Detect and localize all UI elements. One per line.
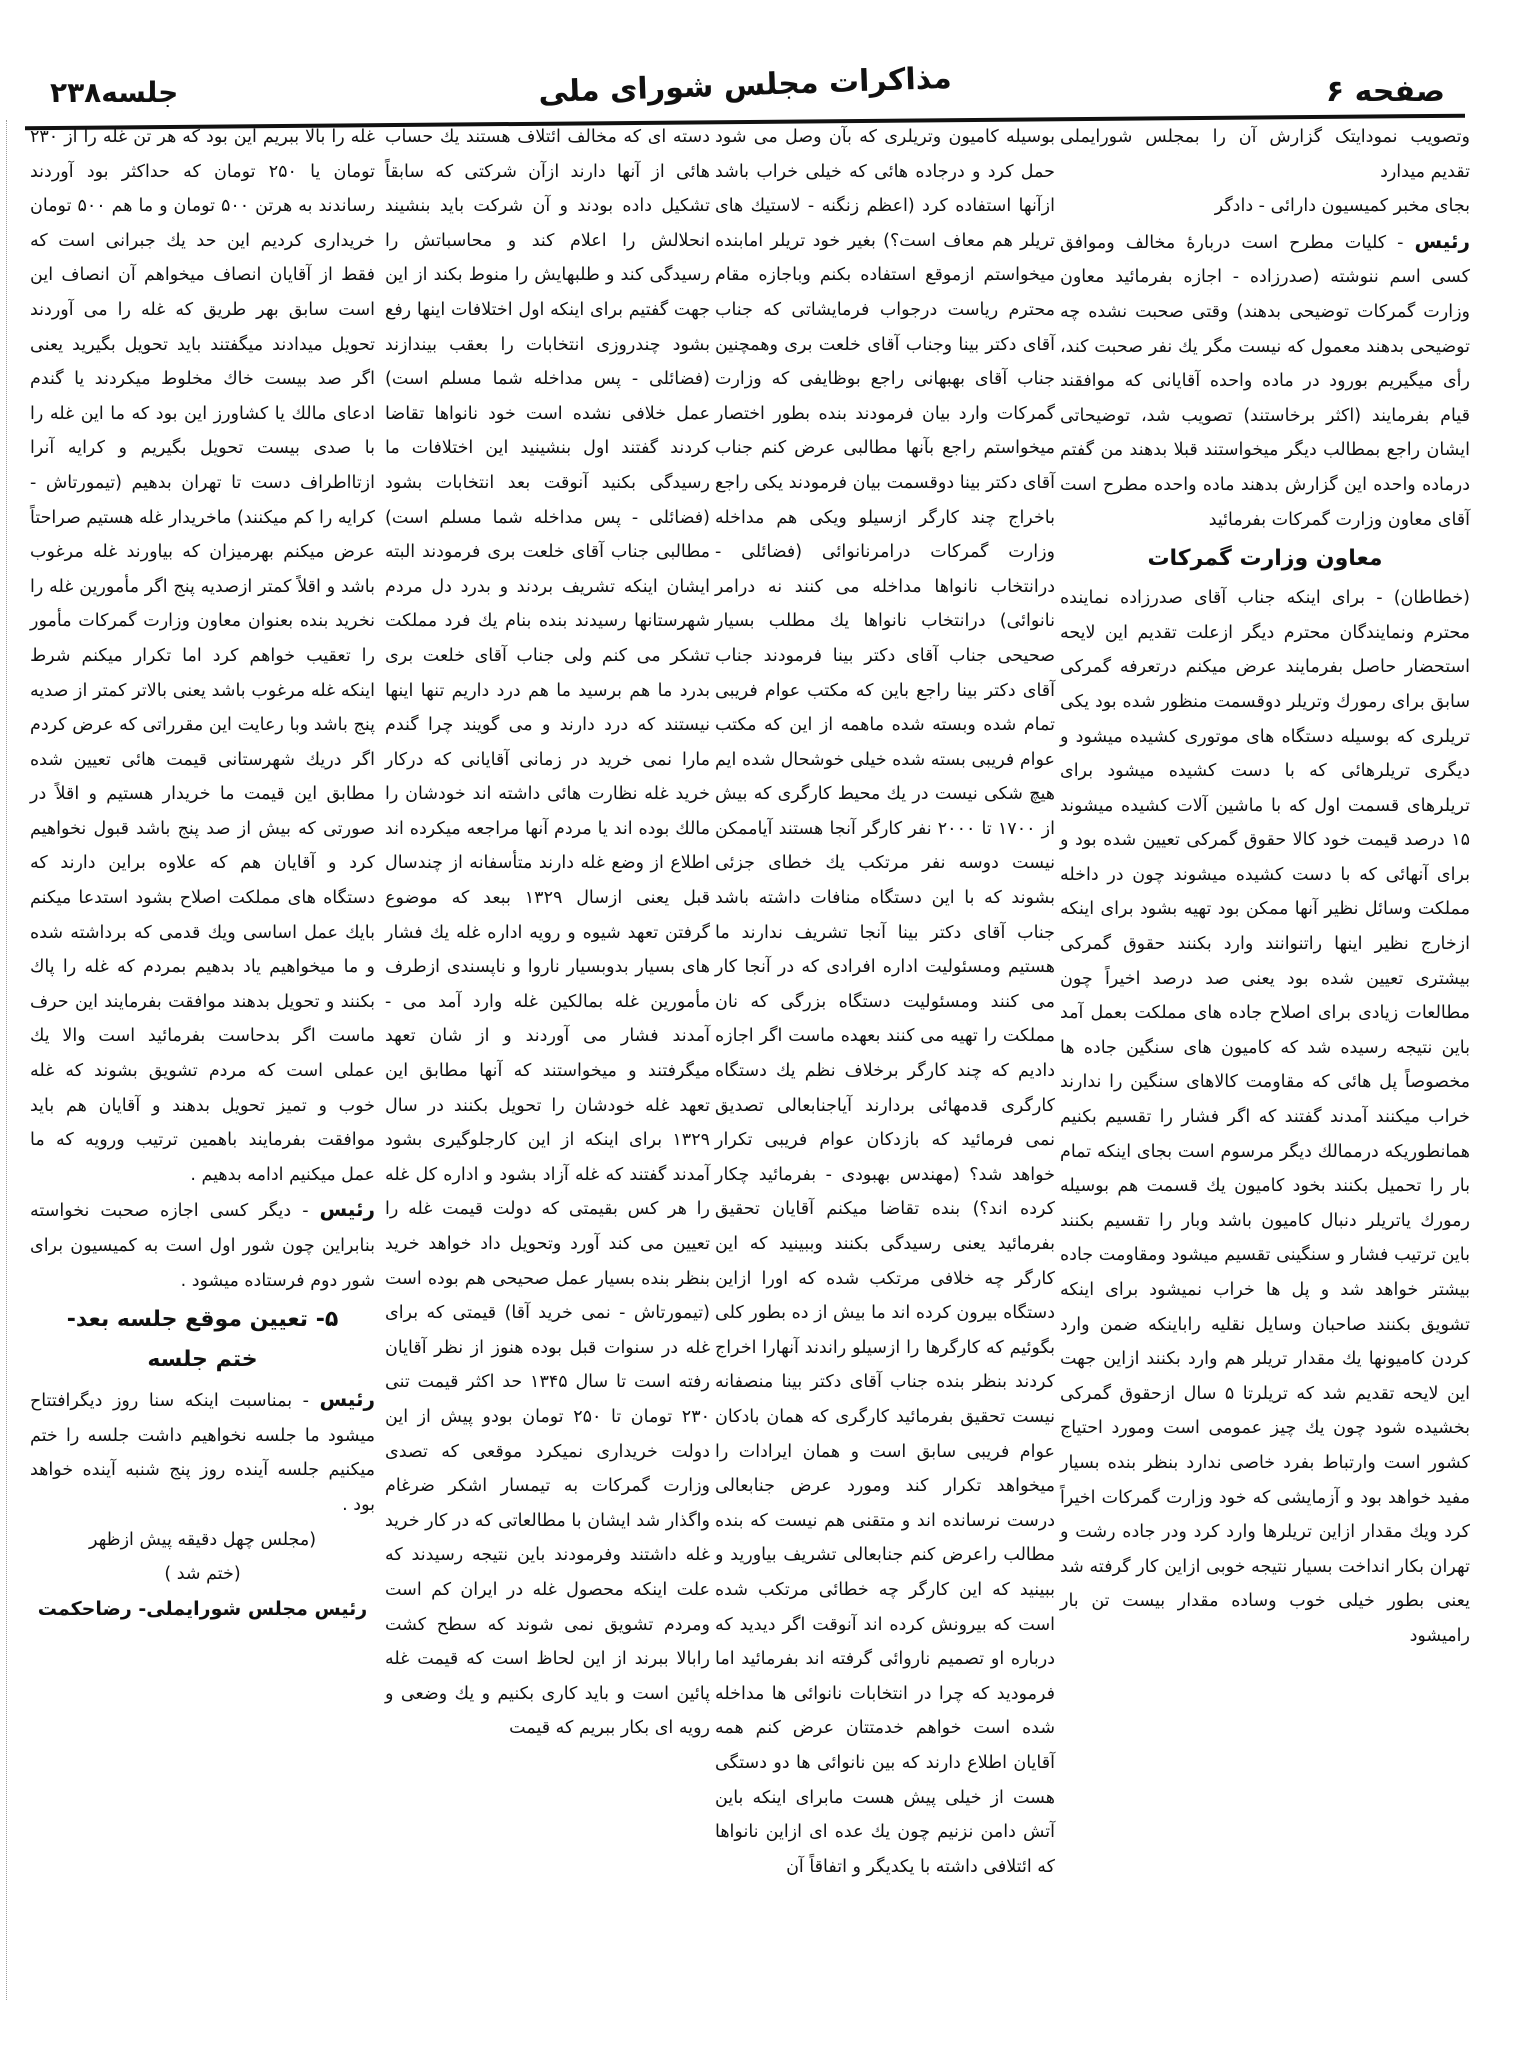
speaker-name: رئیس [319, 1387, 375, 1412]
body-paragraph: (خطاطان) - برای اینکه جناب آقای صدرزاده نماینده محترم ونمایندگان محترم دیگر ازعلت تقدیم این لایحه استحضار حاصل بفرمایند عرض میکنم درتعرفه گمرکی سابق برای رمورك وتریلر دوقسمت منظور شده بود یکی تریلری که بوسیله دستگاه های موتوری کشیده میشود و دیگری تریلرهائی که با دست کشیده میشود برای تریلرهای قسمت اول که با ماشین آلات کشیده میشوند ۱۵ درصد قیمت خود کالا حقوق گمرکی تعیین شده بود و برای آنهائی که با دست کشیده میشوند چون در داخله مملکت وسائل نظیر آنها ممکن بود تهیه بشود برای اینکه ازخارج نظیر اینها راتنوانند وارد بکنند حقوق گمرکی بیشتری تعیین شده بود یعنی صد درصد اخیراً چون مطالعات زیادی برای اصلاح جاده های مملکت بعمل آمد باین نتیجه رسیده شد که کامیون های سنگین جاده ها مخصوصاً پل هائی که مقاومت کالاهای سنگین را ندارند خراب میکنند آمدند گفتند که اگر فشار را تقسیم بکنیم همانطوریکه درممالك دیگر مرسوم است بجای اینکه تمام بار را تحمیل بکنند بخود کامیون یك قسمت هم بوسیله رمورك یاتریلر دنبال کامیون باشد وبار را تقسیم بکنند باین ترتیب فشار و سنگینی تقسیم میشود ومقاومت جاده بیشتر خواهد شد و پل ها خراب نمیشود برای اینکه تشویق بکنند صاحبان وسایل نقلیه راباینکه ضمن وارد کردن کامیونها یك مقدار تریلر هم وارد بکنند ازاین جهت این لایحه تقدیم شد که تریلرتا ۵ سال ازحقوق گمرکی بخشیده شود چون یك چیز عمومی است ومورد احتیاج کشور است وارتباط بفرد خاصی ندارد بنظر بنده بسیار مفید خواهد بود و آزمایشی که خود وزارت گمرکات اخیراً کرد ویك مقدار ازاین تریلرها وارد کرد ودر جاده رشت و تهران بکار انداخت بسیار نتیجه خوبی ازاین کار گرفته شد یعنی بطور خیلی خوب وساده مقدار بیست تن بار رامیشود [1060, 588, 1471, 1646]
speaker-paragraph [30, 1382, 375, 1522]
body-paragraph: بوسیله کامیون وتریلری که بآن وصل می شود حمل کرد و درجاده هائی که خیلی خراب باشد ازآنها استفاده کرد (اعظم زنگنه - لاستیك های تریلر هم معاف است؟) بغیر خود تریلر امابنده میخواستم ازموقع استفاده بکنم وباجازه مقام محترم ریاست درجواب فرمایشاتی که جناب آقای دکتر بینا وجناب آقای خلعت بری وهمچنین جناب آقای بهبهانی راجع بوظایفی که وزارت گمرکات وارد بیان فرمودند بنده بطور اختصار میخواستم راجع بآنها مطالبی عرض کنم جناب آقای دکتر بینا دوقسمت بیان فرمودند یکی راجع باخراج چند کارگر ازسیلو ویکی هم مداخله وزارت گمرکات درامرنانوائی (فضائلی - درانتخاب نانواها مداخله می کنند نه درامر نانوائی) درانتخاب نانواها یك مطلب بسیار صحیحی جناب آقای دکتر بینا فرمودند جناب آقای دکتر بینا راجع باین که مکتب عوام فریبی تمام شده وبسته شده ماهمه از این که مکتب عوام فریبی بسته شده خیلی خوشحال شده ایم هیچ شکی نیست در یك محیط کارگری که بیش از ۱۷۰۰ تا ۲۰۰۰ نفر کارگر آنجا هستند آیاممکن نیست دوسه نفر مرتکب یك خطای جزئی بشوند که با این دستگاه منافات داشته باشد جناب آقای دکتر بینا آنجا تشریف ندارند ما هستیم ومسئولیت اداره افرادی که در آنجا کار می کنند ومسئولیت دستگاه بزرگی که نان مملکت را تهیه می کنند بعهده ماست اگر اجازه دادیم که چند کارگر برخلاف نظم یك دستگاه کارگری قدمهائی بردارند آیاجنابعالی تصدیق نمی فرمائید که بازدکان عوام فریبی تکرار خواهد شد؟ (مهندس بهبودی - بفرمائید چکار کرده اند؟) بنده تقاضا میکنم آقایان تحقیق بفرمائید یعنی رسیدگی بکنند وببینید که این کارگر چه خلافی مرتکب شده که اورا ازاین دستگاه بیرون کرده اند ما بیش از ده بطور کلی بگوئیم که کارگرها را ازسیلو راندند آنهارا اخراج کردند بنظر بنده جناب آقای دکتر بینا منصفانه نیست تحقیق بفرمائید کارگری که همان بادکان عوام فریبی سابق است و همان ایرادات را میخواهد تکرار کند ومورد عرض جنابعالی درست نرسانده اند و متقنی هم نیست که بنده مطالب راعرض کنم جنابعالی تشریف بیاورید و ببینید که این کارگر چه خطائی مرتکب شده است که بیرونش کرده اند آنوقت اگر دیدید که درباره او تصمیم ناروائی گرفته اند بفرمائید اما فرمودید که چرا در انتخابات نانوائی ها مداخله شده است خواهم خدمتتان عرض کنم همه آقایان اطلاع دارند که بین نانوائی ها دو دستگی هست از خیلی پیش هست مابرای اینکه باین آتش دامن نزنیم چون یك عده ای ازاین نانواها که ائتلافی داشته با یکدیگر و اتفاقاً آن [715, 127, 1055, 1877]
scan-margin [6, 120, 9, 2000]
speaker-name: رئیس [1414, 228, 1470, 253]
speech-text: - دیگر کسی اجازه صحبت نخواسته بنابراین چون شور اول است به کمیسیون برای شور دوم فرستاده میشود . [30, 1201, 375, 1291]
page-number: صفحه ۶ [1325, 74, 1445, 109]
session-number: جلسه۲۳۸ [50, 76, 179, 109]
column-2 [715, 120, 1055, 1884]
speaker-paragraph [1060, 224, 1470, 537]
body-paragraph: غله را بالا ببریم این بود که هر تن غله را از ۲۳۰ تومان یا ۲۵۰ تومان که حداکثر بود آوردند رساندند به هرتن ۵۰۰ تومان و ما هم ۵۰۰ تومان خریداری کردیم این حد یك جبرانی است که فقط از آقایان انصاف میخواهم آن انصاف این است سابق بهر طریق که غله را می آوردند تحویل میدادند میگفتند باید تحویل بگیرید یعنی اگر صد بیست خاك مخلوط میکردند یا گندم ادعای مالك یا کشاورز این بود که ما این غله را با صدی بیست تحویل بگیریم و کرایه آنرا ازتااطراف دست تا تهران بدهیم (تیمورتاش - کرایه را کم میکنند) ماخریدار غله هستیم صراحتاً عرض میکنم بهرمیزان که بیاورند غله مرغوب باشد و اقلاً کمتر ازصدیه پنج اگر مأمورین غله را نخرید بنده بعنوان معاون وزارت گمرکات مأمور را تعقیب خواهم کرد اما تکرار میکنم شرط اینکه غله مرغوب باشد یعنی بالاتر کمتر از صدیه پنج باشد وبا رعایت این مقرراتی که عرض کردم اگر دریك شهرستانی قیمت هائی تعیین شده مطابق این قیمت ما خریدار هستیم و اقلاً در صورتی که بیش از صد پنج باشد قبول نخواهیم کرد و آقایان هم که علاوه براین دارند که دستگاه های مملکت اصلاح بشود استدعا میکنم بایك عمل اساسی ویك قدمی که برداشته شده و ما میخواهیم یاد بدهیم بمردم که غله را پاك بکنند و تحویل بدهند موافقت بفرمایند این حرف ماست اگر بدحاست بفرمائید است والا یك عملی است که مردم تشویق بشوند که غله خوب و تمیز تحویل بدهند و آقایان هم باید موافقت بفرمایند باهمین ترتیب ورویه که ما عمل میکنیم ادامه بدهیم . [30, 127, 376, 1185]
speaker-paragraph [30, 1192, 375, 1298]
body-paragraph: دسته ای که مخالف ائتلاف هستند یك حساب هائی از آنها دارند ازآن شرکتی که سابقاً تشکیل داده بودند و آن شرکت باید بنشیند انحلالش را اعلام کند و محاسباتش را رسیدگی کند و طلبهایش را منوط بکند از این جهت گفتیم برای اینکه اول اختلافات اینها رفع بشود چندروزی انتخابات را بعقب بیندازند (فضائلی - پس مداخله شما مسلم است) عمل خلافی نشده است خود نانواها تقاضا کردند گفتند اول بنشینید این اختلافات ما رسیدگی بکنید آنوقت بعد انتخابات بشود (فضائلی - پس مداخله شما مسلم است) مطالبی جناب آقای خلعت بری فرمودند البته ایشان اینکه تشریف بردند و بدرد دل مردم شهرستانها رسیدند بنده بنام یك فرد مملکت تشکر می کنم ولی جناب آقای خلعت بری بدرد ما هم برسید ما هم درد داریم تنها اینها نیستند که درد دارند و می گویند چرا گندم مارا نمی خرید در زمانی آقایانی که درکار خرید غله نظارت هائی داشته اند خودشان را مالك بوده اند یا مردم آنها مراجعه میکرده اند اطلاع از وضع غله دارند متأسفانه از چندسال قبل یعنی ازسال ۱۳۲۹ ببعد که موضوع گرفتن تعهد شیوه و رویه اداره غله یك فشار های بسیار بدوبسیار ناروا و ناپسندی ازطرف مأمورین غله بمالکین غله وارد آمد می - آمدند فشار می آوردند و از شان تعهد میگرفتند و میخواستند که آنها مطابق این تعهد غله خودشان را تحویل بکنند در سال ۱۳۲۹ برای اینکه از این کارجلوگیری بشود آمدند گفتند که غله آزاد بشود و اداره کل غله را هر کس بقیمتی که دولت قیمت غله را تعیین می کند آورد وتحویل داد خواهد خرید بنظر بنده بسیار عمل صحیحی هم بوده است (تیمورتاش - نمی خرید آقا) قیمتی که برای غله در سنوات قبل بوده هنوز از نظر آقایان رفته است تا سال ۱۳۴۵ حد اکثر قیمت تنی ۲۳۰ تومان تا ۲۵۰ تومان بودو پیش از این دولت خریداری نمیکرد موقعی که تصدی وزارت گمرکات به تیمسار اشکر ضرغام واگذار شد ایشان با مطالعاتی که در کار خرید غله داشتند وفرمودند باین نتیجه رسیدند که علت اینکه محصول غله در ایران کم است ومردم تشویق نمی شوند که سطح کشت رابالا ببرند از این لحاظ است که قیمت غله پائین است و باید کاری بکنیم و یك وضعی و رویه ای بکار ببریم که قیمت [385, 127, 710, 1739]
section-heading: ۵- تعیین موقع جلسه بعد- [66, 1307, 339, 1333]
column-3 [385, 120, 710, 1746]
section-heading: معاون وزارت گمرکات [1147, 546, 1383, 572]
signature: رئیس مجلس شورایملی- رضاحکمت [37, 1597, 368, 1620]
column-4 [30, 120, 375, 1626]
body-paragraph: (ختم شد ) [164, 1564, 241, 1585]
publication-title: مذاکرات مجلس شورای ملی [537, 60, 953, 111]
speaker-name: رئیس [319, 1197, 375, 1222]
body-paragraph: (مجلس چهل دقیقه پیش ازظهر [88, 1529, 317, 1550]
column-1 [1060, 120, 1470, 1654]
speech-text: - کلیات مطرح است دربارهٔ مخالف وموافق کسی اسم ننوشته (صدرزاده - اجازه بفرمائید معاون وزارت گمرکات توضیحی بدهند) وقتی صحبت نشده چه توضیحی بدهند معمول که نیست مگر یك نفر صحبت کند، رأی میگیریم بورود در ماده واحده آقایانی که موافقند قیام بفرمایند (اکثر برخاستند) تصویب شد، توضیحاتی ایشان راجع بمطالب دیگر میخواستند قبلا بدهند من گفتم درماده واحده این گزارش بدهند ماده واحده مطرح است آقای معاون وزارت گمرکات بفرمائید [1060, 232, 1470, 530]
section-heading: ختم جلسه [147, 1347, 258, 1373]
body-paragraph: بجای مخبر کمیسیون دارائی - دادگر [1214, 196, 1470, 217]
body-paragraph: وتصویب نمودایتک گزارش آن را بمجلس شورایملی تقدیم میدارد [1060, 127, 1470, 182]
speech-text: - بمناسبت اینکه سنا روز دیگرافتتاح میشود ما جلسه نخواهیم داشت جلسه را ختم میکنیم جلسه آینده روز پنج شنبه آینده خواهد بود . [30, 1391, 375, 1515]
